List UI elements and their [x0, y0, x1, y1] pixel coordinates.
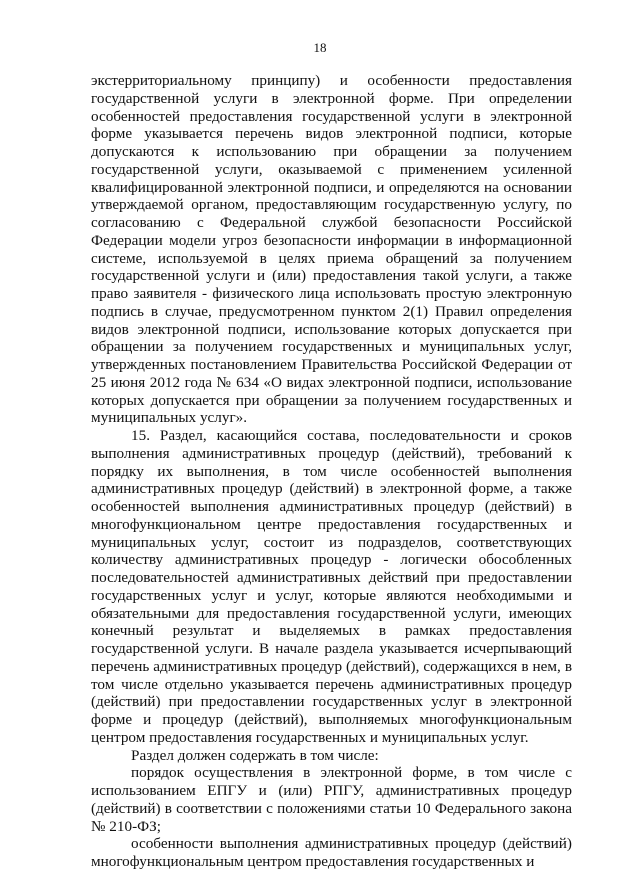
page-number: 18 — [313, 40, 327, 55]
paragraph-mfc-features: особенности выполнения административных процедур (действий) многофункциональным центром предоставления государственных и — [91, 835, 572, 870]
paragraph-section-contents-intro: Раздел должен содержать в том числе: — [131, 746, 379, 764]
document-body — [91, 72, 572, 871]
paragraph-continuation: экстерриториальному принципу) и особенности предоставления государственной услуги в электронной форме. При определении особенностей предоставления государственной услуги в электронной форме указывается перечень видов электронной подписи, которые допускаются к использованию при обращении за получением государственной услуги, оказываемой с применением усиленной квалифицированной электронной подписи, и определяются на основании утверждаемой органом, предоставляющим государственную услугу, по согласованию с Федеральной службой безопасности Российской Федерации модели угроз безопасности информации в информационной системе, используемой в целях приема обращений за получением государственной услуги и (или) предоставления такой услуги, а также право заявителя - физического лица использовать простую электронную подпись в случае, предусмотренном пунктом 2(1) Правил определения видов электронной подписи, использование которых допускается при обращении за получением государственных и муниципальных услуг, утвержденных постановлением Правительства Российской Федерации от 25 июня 2012 года № 634 «О видах электронной подписи, использование которых допускается при обращении за получением государственных и муниципальных услуг». — [91, 72, 572, 427]
paragraph-electronic-procedure: порядок осуществления в электронной форме, в том числе с использованием ЕПГУ и (или) РПГУ, административных процедур (действий) в соответствии с положениями статьи 10 Федерального закона № 210-ФЗ; — [91, 764, 572, 835]
paragraph-section-15: 15. Раздел, касающийся состава, последовательности и сроков выполнения административных процедур (действий), требований к порядку их выполнения, в том числе особенностей выполнения административных процедур (действий) в электронной форме, а также особенностей выполнения административных процедур (действий) в многофункциональном центре предоставления государственных и муниципальных услуг, состоит из подразделов, соответствующих количеству административных процедур - логически обособленных последовательностей административных действий при предоставлении государственных услуг и услуг, которые являются необходимыми и обязательными для предоставления государственной услуги, имеющих конечный результат и выделяемых в рамках предоставления государственной услуги. В начале раздела указывается исчерпывающий перечень административных процедур (действий), содержащихся в нем, в том числе отдельно указывается перечень административных процедур (действий) при предоставлении государственных услуг в электронной форме и процедур (действий), выполняемых многофункциональным центром предоставления государственных и муниципальных услуг. — [91, 427, 572, 746]
